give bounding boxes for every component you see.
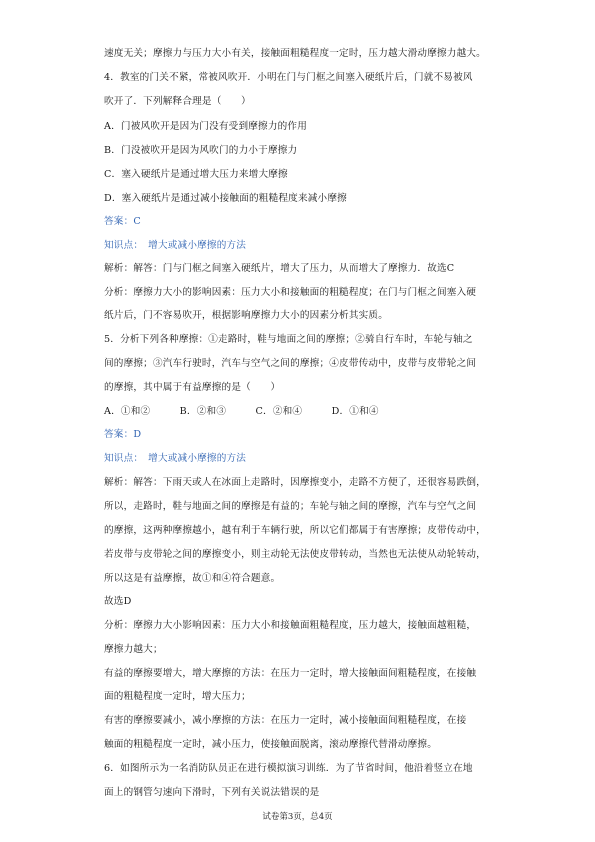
question-5-analysis-cont-3: 若皮带与皮带轮之间的摩擦变小，则主动轮无法使皮带转动，当然也无法使从动轮转动，: [104, 549, 486, 560]
question-6-stem-cont: 面上的钢管匀速向下滑时，下列有关说法错误的是: [104, 787, 320, 798]
question-5-explanation-cont: 摩擦力越大；: [104, 644, 163, 655]
question-5-explanation-cont-2: 有益的摩擦要增大，增大摩擦的方法：在压力一定时，增大接触面间粗糙程度，在接触: [104, 668, 477, 679]
question-5-stem-cont-2: 的摩擦，其中属于有益摩擦的是（ ）: [104, 382, 281, 393]
question-5-explanation-cont-5: 触面的粗糙程度一定时，减小压力，使接触面脱离，滚动摩擦代替滑动摩擦。: [104, 739, 437, 750]
question-5-analysis: 解析：解答：下雨天或人在冰面上走路时，因摩擦变小，走路不方便了，还很容易跌倒，: [104, 477, 486, 488]
question-5-knowledge: 知识点： 增大或减小摩擦的方法: [104, 453, 247, 464]
question-5-explanation-cont-4: 有害的摩擦要减小，减小摩擦的方法：在压力一定时，减小接触面间粗糙程度，在接: [104, 715, 467, 726]
question-5-stem-cont: 间的摩擦；③汽车行驶时，汽车与空气之间的摩擦；④皮带传动中，皮带与皮带轮之间: [104, 358, 477, 369]
question-4-stem: 4．教室的门关不紧，常被风吹开．小明在门与门框之间塞入硬纸片后，门就不易被风: [104, 72, 473, 83]
question-4-option-c: C．塞入硬纸片是通过增大压力来增大摩擦: [104, 169, 288, 180]
question-5-analysis-cont-2: 的摩擦，这两种摩擦越小，越有利于车辆行驶，所以它们都属于有害摩擦；皮带传动中，: [104, 525, 486, 536]
question-6-stem: 6．如图所示为一名消防队员正在进行模拟演习训练．为了节省时间，他沿着竖立在地: [104, 763, 473, 774]
question-5-analysis-cont-4: 所以这是有益摩擦，故①和④符合题意。: [104, 573, 281, 584]
question-4-analysis: 解析：解答：门与门框之间塞入硬纸片，增大了压力，从而增大了摩擦力．故选C: [104, 263, 455, 274]
question-5-explanation-cont-3: 面的粗糙程度一定时，增大压力；: [104, 691, 251, 702]
question-5-options: A．①和② B．②和③ C．②和④ D．①和④: [104, 406, 379, 417]
question-4-option-a: A．门被风吹开是因为门没有受到摩擦力的作用: [104, 121, 308, 132]
question-4-explanation: 分析：摩擦力大小的影响因素：压力大小和接触面的粗糙程度；在门与门框之间塞入硬: [104, 287, 477, 298]
question-5-choice: 故选D: [104, 596, 132, 607]
page-footer: 试卷第3页，总4页: [262, 812, 333, 822]
question-4-answer: 答案：C: [104, 216, 141, 227]
question-5-answer: 答案：D: [104, 429, 142, 440]
question-4-stem-cont: 吹开了．下列解释合理是（ ）: [104, 96, 251, 107]
question-4-option-b: B．门没被吹开是因为风吹门的力小于摩擦力: [104, 145, 298, 156]
question-4-explanation-cont: 纸片后，门不容易吹开，根据影响摩擦力大小的因素分析其实质。: [104, 310, 389, 321]
question-5-analysis-cont: 所以，走路时，鞋与地面之间的摩擦是有益的；车轮与轴之间的摩擦，汽车与空气之间: [104, 501, 477, 512]
text-line: 速度无关；摩擦力与压力大小有关，接触面粗糙程度一定时，压力越大滑动摩擦力越大。: [104, 48, 486, 59]
question-4-knowledge: 知识点： 增大或减小摩擦的方法: [104, 240, 247, 251]
question-4-option-d: D．塞入硬纸片是通过减小接触面的粗糙程度来减小摩擦: [104, 193, 347, 204]
question-5-explanation: 分析：摩擦力大小影响因素：压力大小和接触面粗糙程度，压力越大，接触面越粗糙，: [104, 620, 477, 631]
question-5-stem: 5．分析下列各种摩擦：①走路时，鞋与地面之间的摩擦；②骑自行车时，车轮与轴之: [104, 334, 473, 345]
